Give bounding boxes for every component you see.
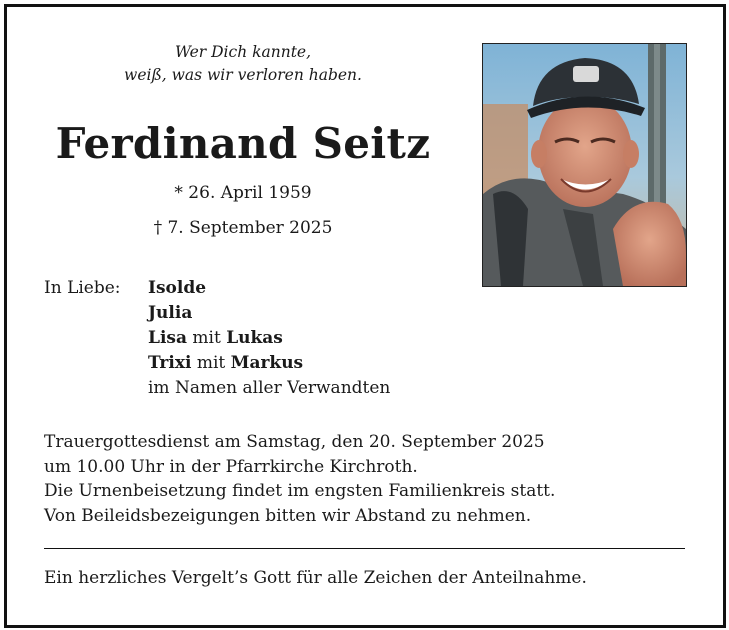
mourner-line bbox=[148, 351, 390, 376]
portrait-photo bbox=[482, 43, 687, 287]
mourner-name: Julia bbox=[148, 303, 193, 323]
detail-line: Von Beileidsbezeigungen bitten wir Abstand zu nehmen. bbox=[44, 505, 532, 526]
birth-date: * 26. April 1959 bbox=[174, 183, 312, 203]
quote-line-2: weiß, was wir verloren haben. bbox=[124, 66, 362, 84]
mourner-line bbox=[148, 276, 390, 301]
divider-rule bbox=[44, 548, 685, 549]
deceased-name: Ferdinand Seitz bbox=[55, 119, 431, 168]
mourner-partner: Markus bbox=[230, 353, 304, 373]
mourner-line bbox=[148, 326, 390, 351]
mourner-name: Trixi bbox=[148, 353, 192, 373]
mourner-name: Lisa bbox=[148, 328, 187, 348]
mourner-connector: mit bbox=[187, 328, 227, 348]
quote-line-1: Wer Dich kannte, bbox=[174, 43, 312, 61]
mourner-partner: Lukas bbox=[226, 328, 283, 348]
mourner-connector: mit bbox=[191, 353, 231, 373]
service-details bbox=[44, 430, 555, 528]
detail-line: Die Urnenbeisetzung findet im engsten Familienkreis statt. bbox=[44, 481, 556, 501]
thanks-line: Ein herzliches Vergelt’s Gott für alle Zeichen der Anteilnahme. bbox=[44, 568, 587, 588]
death-date: † 7. September 2025 bbox=[153, 218, 333, 238]
mourner-line bbox=[148, 301, 390, 326]
mourner-name: Isolde bbox=[148, 278, 207, 298]
mourners-list bbox=[148, 276, 390, 401]
detail-line: Trauergottesdienst am Samstag, den 20. September 2025 bbox=[44, 432, 545, 452]
detail-line: um 10.00 Uhr in der Pfarrkirche Kirchroth. bbox=[44, 456, 418, 477]
mourners-label: In Liebe: bbox=[44, 278, 121, 298]
mourners-closing: im Namen aller Verwandten bbox=[148, 378, 391, 398]
